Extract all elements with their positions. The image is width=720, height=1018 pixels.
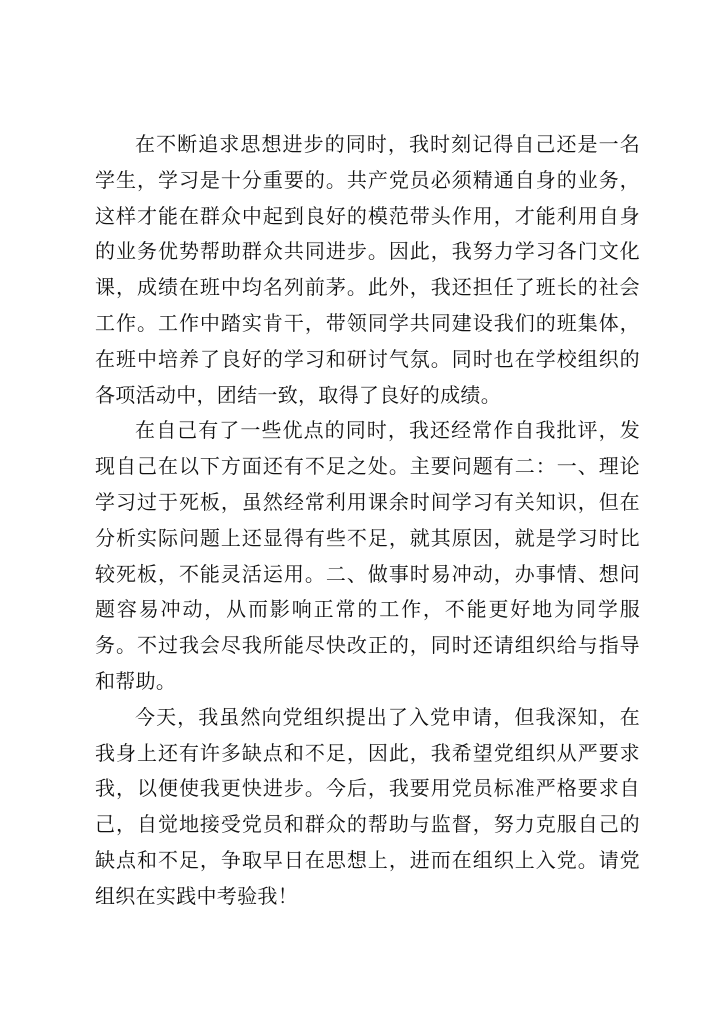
document-body: [95, 127, 640, 915]
paragraph-commitment: 今天，我虽然向党组织提出了入党申请，但我深知，在我身上还有许多缺点和不足，因此，我希望党组织从严要求我，以便使我更快进步。今后，我要用党员标准严格要求自己，自觉地接受党员和群众的帮助与监督，努力克服自己的缺点和不足，争取早日在思想上，进而在组织上入党。请党组织在实践中考验我！: [95, 704, 640, 908]
paragraph-self-criticism: 在自己有了一些优点的同时，我还经常作自我批评，发现自己在以下方面还有不足之处。主要问题有二：一、理论学习过于死板，虽然经常利用课余时间学习有关知识，但在分析实际问题上还显得有些不足，就其原因，就是学习时比较死板，不能灵活运用。二、做事时易冲动，办事情、想问题容易冲动，从而影响正常的工作，不能更好地为同学服务。不过我会尽我所能尽快改正的，同时还请组织给与指导和帮助。: [95, 418, 640, 693]
paragraph-study: 在不断追求思想进步的同时，我时刻记得自己还是一名学生，学习是十分重要的。共产党员必须精通自身的业务，这样才能在群众中起到良好的模范带头作用，才能利用自身的业务优势帮助群众共同进步。因此，我努力学习各门文化课，成绩在班中均名列前茅。此外，我还担任了班长的社会工作。工作中踏实肯干，带领同学共同建设我们的班集体，在班中培养了良好的学习和研讨气氛。同时也在学校组织的各项活动中，团结一致，取得了良好的成绩。: [95, 132, 640, 407]
